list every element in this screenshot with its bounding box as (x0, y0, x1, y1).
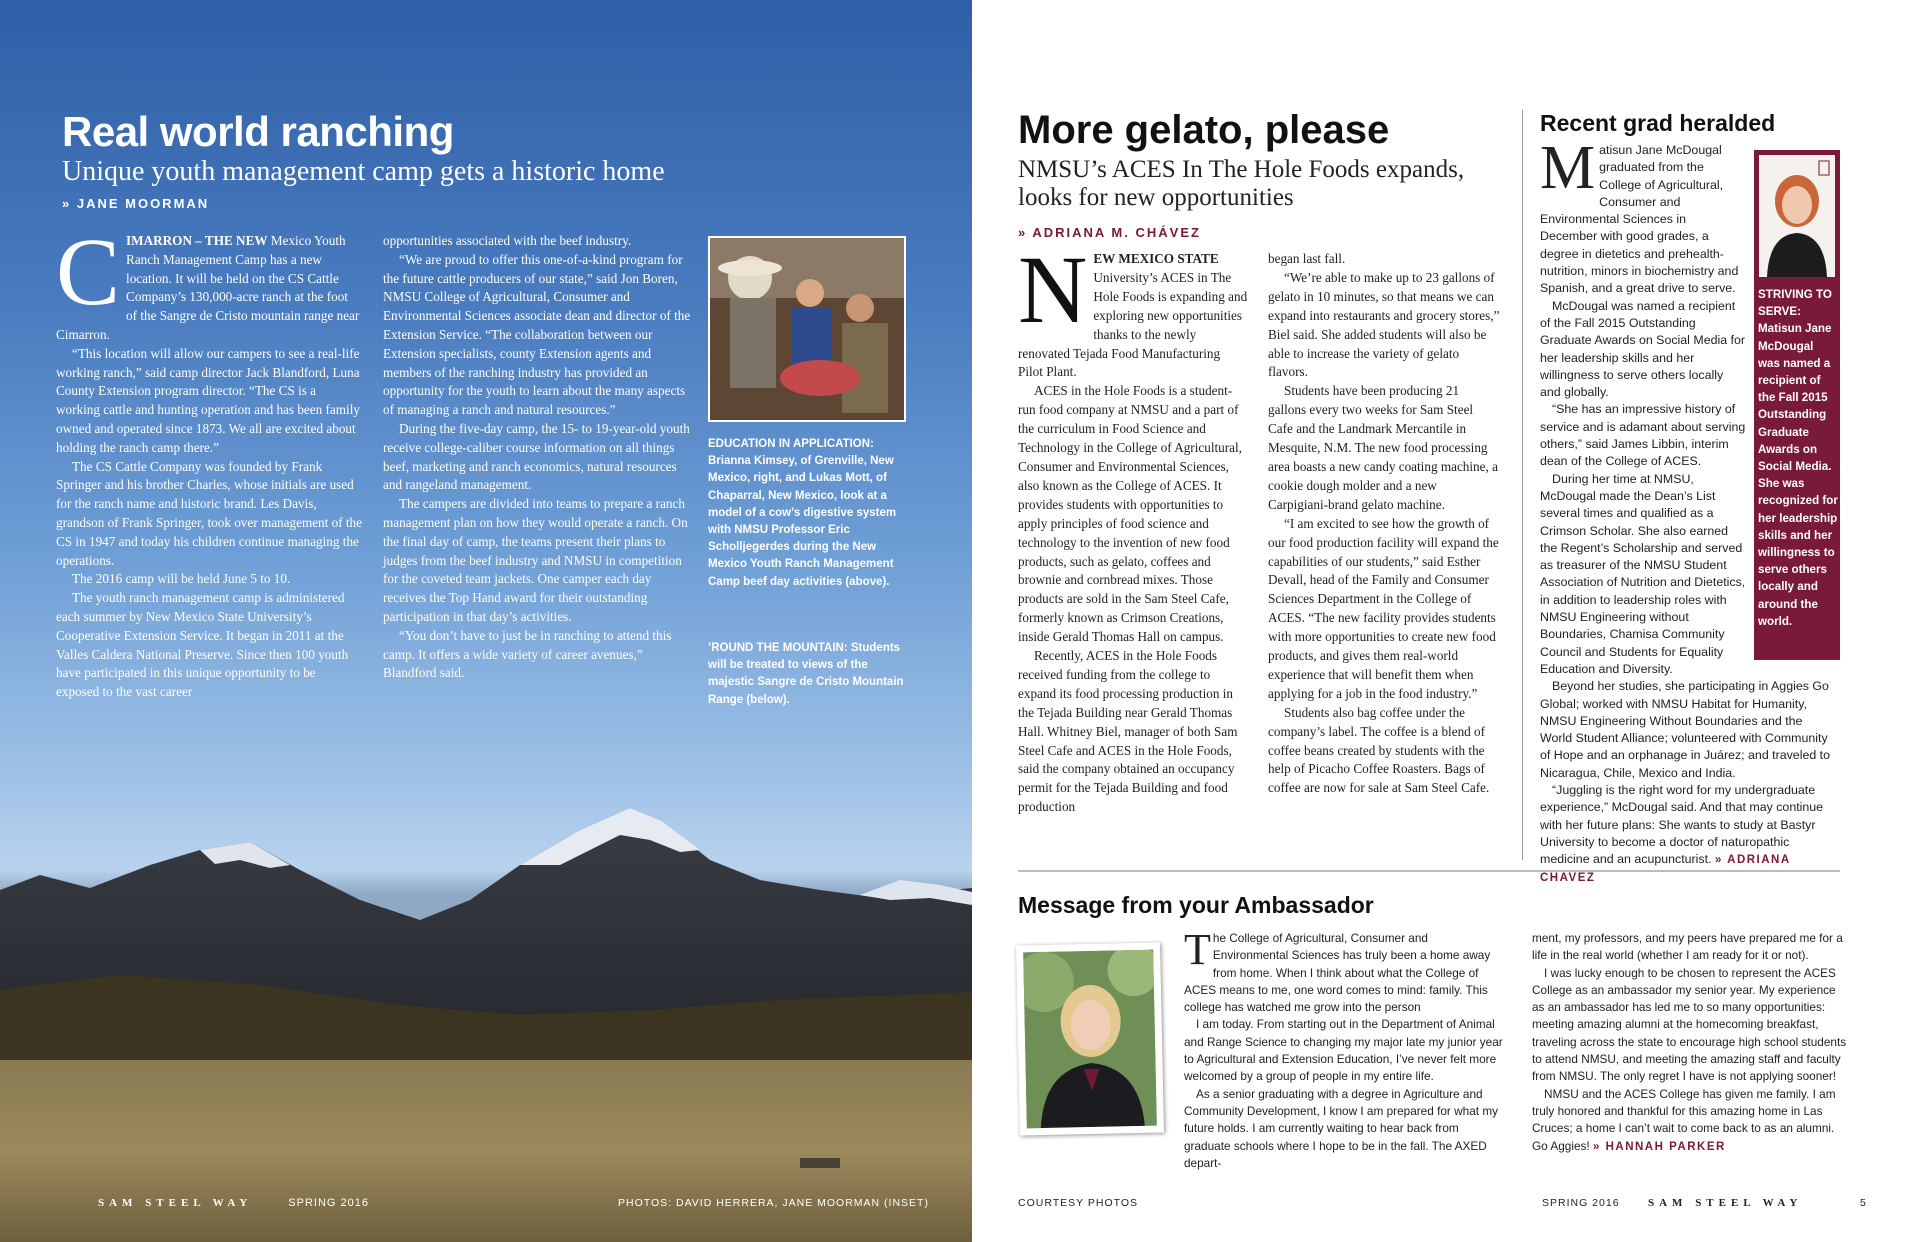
section-divider (1018, 870, 1840, 872)
paragraph: During the five-day camp, the 15- to 19-year-old youth receive college-caliber course information on all things beef, marketing and ranch economics, natural resources and rangeland management. (383, 420, 690, 493)
author-signature: » ADRIANA CHAVEZ (1540, 854, 1791, 885)
sidebar-title: Recent grad heralded (1540, 110, 1776, 136)
magazine-name: SAM STEEL WAY (1648, 1197, 1803, 1209)
ambassador-column-2 (1532, 930, 1850, 1156)
photo-caption-mountain: ’ROUND THE MOUNTAIN: Students will be treated to views of the majestic Sangre de Cristo Mountain Range (below). (708, 642, 904, 706)
article-title: More gelato, please (1018, 108, 1390, 152)
dropcap: N (1018, 236, 1088, 343)
author-signature: » HANNAH PARKER (1593, 1140, 1726, 1153)
paragraph: opportunities associated with the beef industry. (383, 233, 632, 248)
byline: » ADRIANA M. CHÁVEZ (1018, 225, 1201, 240)
paragraph: During her time at NMSU, McDougal made the Dean’s List several times and qualified as a Crimson Scholar. She also earned the Regent’s Scholarship and served as treasurer of the NMSU Student Association of Nutrition and Dietetics, in addition to leadership roles with NMSU Engineering without Boundaries, Chamisa Community Council and Students for Equality Education and Diversity. (1540, 471, 1746, 676)
paragraph: The 2016 camp will be held June 5 to 10. (72, 571, 291, 587)
dropcap: T (1184, 925, 1211, 974)
column-divider (1522, 110, 1523, 860)
paragraph: atisun Jane McDougal graduated from the College of Agricultural, Consumer and Environmental Sciences in December with good grades, a degree in dietetics and prehealth-nutrition, minors in biochemistry and Spanish, and a great drive to serve. (1540, 143, 1739, 296)
paragraph: Mexico Youth Ranch Management Camp has a new location. It will be held on the CS Cattle Company’s 130,000-acre ranch at the foot of the Sangre de Cristo mountain range near Cimarron. (56, 233, 360, 342)
paragraph: As a senior graduating with a degree in Agriculture and Community Development, I know I am prepared for what my future holds. I am currently waiting to hear back from graduate schools where I hope to be in the fall. The AXED depart- (1184, 1086, 1499, 1170)
article-column-2 (1268, 250, 1500, 798)
byline: » JANE MOORMAN (62, 196, 210, 211)
paragraph: ment, my professors, and my peers have prepared me for a life in the real world (whether I am ready for it or not). (1532, 931, 1843, 963)
paragraph: NMSU and the ACES College has given me family. I am truly honored and thankful for this amazing home in Las Cruces; a home I can’t wait to come back to as an alumni. Go Aggies! (1532, 1086, 1836, 1153)
paragraph: he College of Agricultural, Consumer and Environmental Sciences has truly been a home away from home. When I think about what the College of ACES means to me, one word comes to mind: family. This college has watched me grow into the person (1184, 931, 1491, 1015)
paragraph: The campers are divided into teams to prepare a ranch management plan on how they would operate a ranch. On the final day of camp, the teams present their plans to judges from the beef industry and NMSU in competition for the coveted team jackets. One camper each day receives the Top Hand award for their outstanding participation in that day’s activities. (383, 496, 688, 624)
issue-season: SPRING 2016 (1542, 1197, 1620, 1209)
article-subtitle: Unique youth management camp gets a historic home (62, 156, 665, 187)
paragraph: Recently, ACES in the Hole Foods received funding from the college to expand its food processing production in the Tejada Building near Gerald Thomas Hall. Whitney Biel, manager of both Sam Steel Cafe and ACES in the Hole Foods, said the company obtained an occupancy permit for the Tejada Building and food production (1018, 648, 1238, 815)
paragraph: McDougal was named a recipient of the Fall 2015 Outstanding Graduate Awards on Social Media for her leadership skills and her willingness to serve others locally and globally. (1540, 298, 1746, 400)
paragraph: University’s ACES in The Hole Foods is expanding and exploring new opportunities thanks to the newly renovated Tejada Food Manufacturing Pilot Plant. (1018, 269, 1248, 380)
paragraph: began last fall. (1268, 251, 1346, 266)
photo-caption-inset: EDUCATION IN APPLICATION: Brianna Kimsey, of Grenville, New Mexico, right, and Lukas Mott, of Chaparral, New Mexico, look at a model of a cow’s digestive system with NMSU Professor Eric Scholljegerdes during the New Mexico Youth Ranch Management Camp beef day activities (above). (708, 438, 897, 588)
paragraph: “Juggling is the right word for my undergraduate experience,” McDougal said. And that may continue with her future plans: She wants to study at Bastyr University to become a doctor of naturopathic medicine and an acupuncturist. (1540, 782, 1824, 867)
paragraph: The youth ranch management camp is administered each summer by New Mexico State University’s Cooperative Extension Service. It began in 2011 at the Valles Caldera National Preserve. Since then 100 youth have participated in this unique opportunity to be exposed to the vast career (56, 590, 349, 700)
paragraph: Students also bag coffee under the company’s label. The coffee is a blend of coffee beans created by students with the help of Picacho Coffee Roasters. Bags of coffee are now for sale at Sam Steel Cafe. (1268, 704, 1490, 796)
paragraph: The CS Cattle Company was founded by Frank Springer and his brother Charles, whose initials are used for the ranch name and historic brand. Les Davis, grandson of Frank Springer, took over management of the CS in 1947 and today his children continue managing the operations. (56, 458, 363, 568)
lead-in: EW MEXICO STATE (1093, 251, 1219, 266)
paragraph: ACES in the Hole Foods is a student-run food company at NMSU and a part of the curriculum in Food Science and Technology in the College of Agricultural, Consumer and Environmental Sciences, also known as the College of ACES. It provides students with opportunities to apply principles of food science and technology to the invention of new food products, such as gelato, coffees and brownie and cornbread mixes. Those products are sold in the Sam Steel Cafe, formerly known as Crimson Creations, inside Gerald Thomas Hall on campus. (1018, 383, 1242, 645)
portrait-photo-grad (1759, 155, 1835, 277)
magazine-name: SAM STEEL WAY (98, 1197, 253, 1209)
article-column-2 (383, 232, 693, 683)
right-page (972, 0, 1920, 1242)
article-title: Real world ranching (62, 108, 454, 155)
paragraph: “We’re able to make up to 23 gallons of gelato in 10 minutes, so that means we can expand into restaurants and grocery stores,” Biel said. She added students will also be able to increase the variety of gelato flavors. (1268, 269, 1500, 380)
lead-in: IMARRON – THE NEW (126, 233, 268, 248)
paragraph: “You don’t have to just be in ranching to attend this camp. It offers a wide variety of career avenues,” Blandford said. (383, 627, 672, 681)
dropcap: M (1540, 134, 1596, 202)
photo-credit: PHOTOS: DAVID HERRERA, JANE MOORMAN (INSET) (618, 1197, 929, 1209)
sidebar-photo-box (1754, 150, 1840, 660)
paragraph: Students have been producing 21 gallons every two weeks for Sam Steel Cafe and the Landmark Mercantile in Mesquite, N.M. The new food processing area boasts a new candy coating machine, a cookie dough molder and a new Carpigiani-brand gelato machine. (1268, 383, 1498, 512)
sidebar-photo-caption: STRIVING TO SERVE: Matisun Jane McDougal was named a recipient of the Fall 2015 Outstanding Graduate Awards on Social Media. She was recognized for her leadership skills and her willingness to serve others locally and around the world. (1758, 288, 1838, 628)
paragraph: “This location will allow our campers to see a real-life working ranch,” said camp director Jack Blandford, Luna County Extension program director. “The CS is a working cattle and hunting operation and has been family owned and operated since 1873. We all are excited about holding the ranch camp there.” (56, 345, 360, 455)
ambassador-photo (1016, 943, 1164, 1136)
ambassador-title: Message from your Ambassador (1018, 892, 1374, 918)
footer-left (98, 1197, 369, 1209)
paragraph: “She has an impressive history of service and is adamant about serving others,” said James Libbin, interim dean of the College of ACES. (1540, 402, 1746, 469)
sidebar-article (1540, 134, 1838, 888)
paragraph: Beyond her studies, she participating in Aggies Go Global; worked with NMSU Habitat for Humanity, NMSU Engineering Without Boundaries and the World Student Alliance; volunteered with Community of Hope and an orphanage in Juárez; and traveled to Nicaragua, Chile, Mexico and India. (1540, 679, 1831, 780)
dropcap: C (56, 218, 121, 325)
paragraph: I was lucky enough to be chosen to represent the ACES College as an ambassador my senior year. My experience as an ambassador has led me to so many opportunities: meeting amazing alumni at the homecoming breakfast, traveling across the state to encourage high school students to attend NMSU, and meeting the amazing staff and faculty from NMSU. The only regret I have is not applying sooner! (1532, 965, 1847, 1084)
inset-photo-students (708, 236, 906, 422)
article-column-1 (56, 218, 363, 702)
page-number: 5 (1860, 1197, 1866, 1209)
photo-credit: COURTESY PHOTOS (1018, 1197, 1139, 1209)
article-subtitle: NMSU’s ACES In The Hole Foods expands, looks for new opportunities (1018, 156, 1465, 211)
paragraph: “I am excited to see how the growth of our food production facility will expand the capabilities of our students,” said Esther Devall, head of the Family and Consumer Sciences Department in the College of ACES. “The new facility provides students with more opportunities to create new food products, and gives them real-world experience that will benefit them when applying for a job in the food industry.” (1268, 515, 1499, 701)
paragraph: “We are proud to offer this one-of-a-kind program for the future cattle producers of our state,” said Jon Boren, NMSU College of Agricultural, Consumer and Environmental Sciences associate dean and director of the Extension Service. “The collaboration between our Extension specialists, county Extension agents and members of the ranching industry has provided an opportunity for the youth to learn about the many aspects of managing a ranch and natural resources.” (383, 251, 691, 418)
paragraph: I am today. From starting out in the Department of Animal and Range Science to changing my major late my junior year to Agricultural and Extension Education, I’ve never felt more welcomed by a group of people in my entire life. (1184, 1017, 1503, 1084)
ambassador-column-1 (1184, 925, 1504, 1172)
issue-season: SPRING 2016 (288, 1197, 369, 1209)
article-column-1 (1018, 236, 1248, 817)
mountain-landscape-photo (0, 780, 972, 1242)
